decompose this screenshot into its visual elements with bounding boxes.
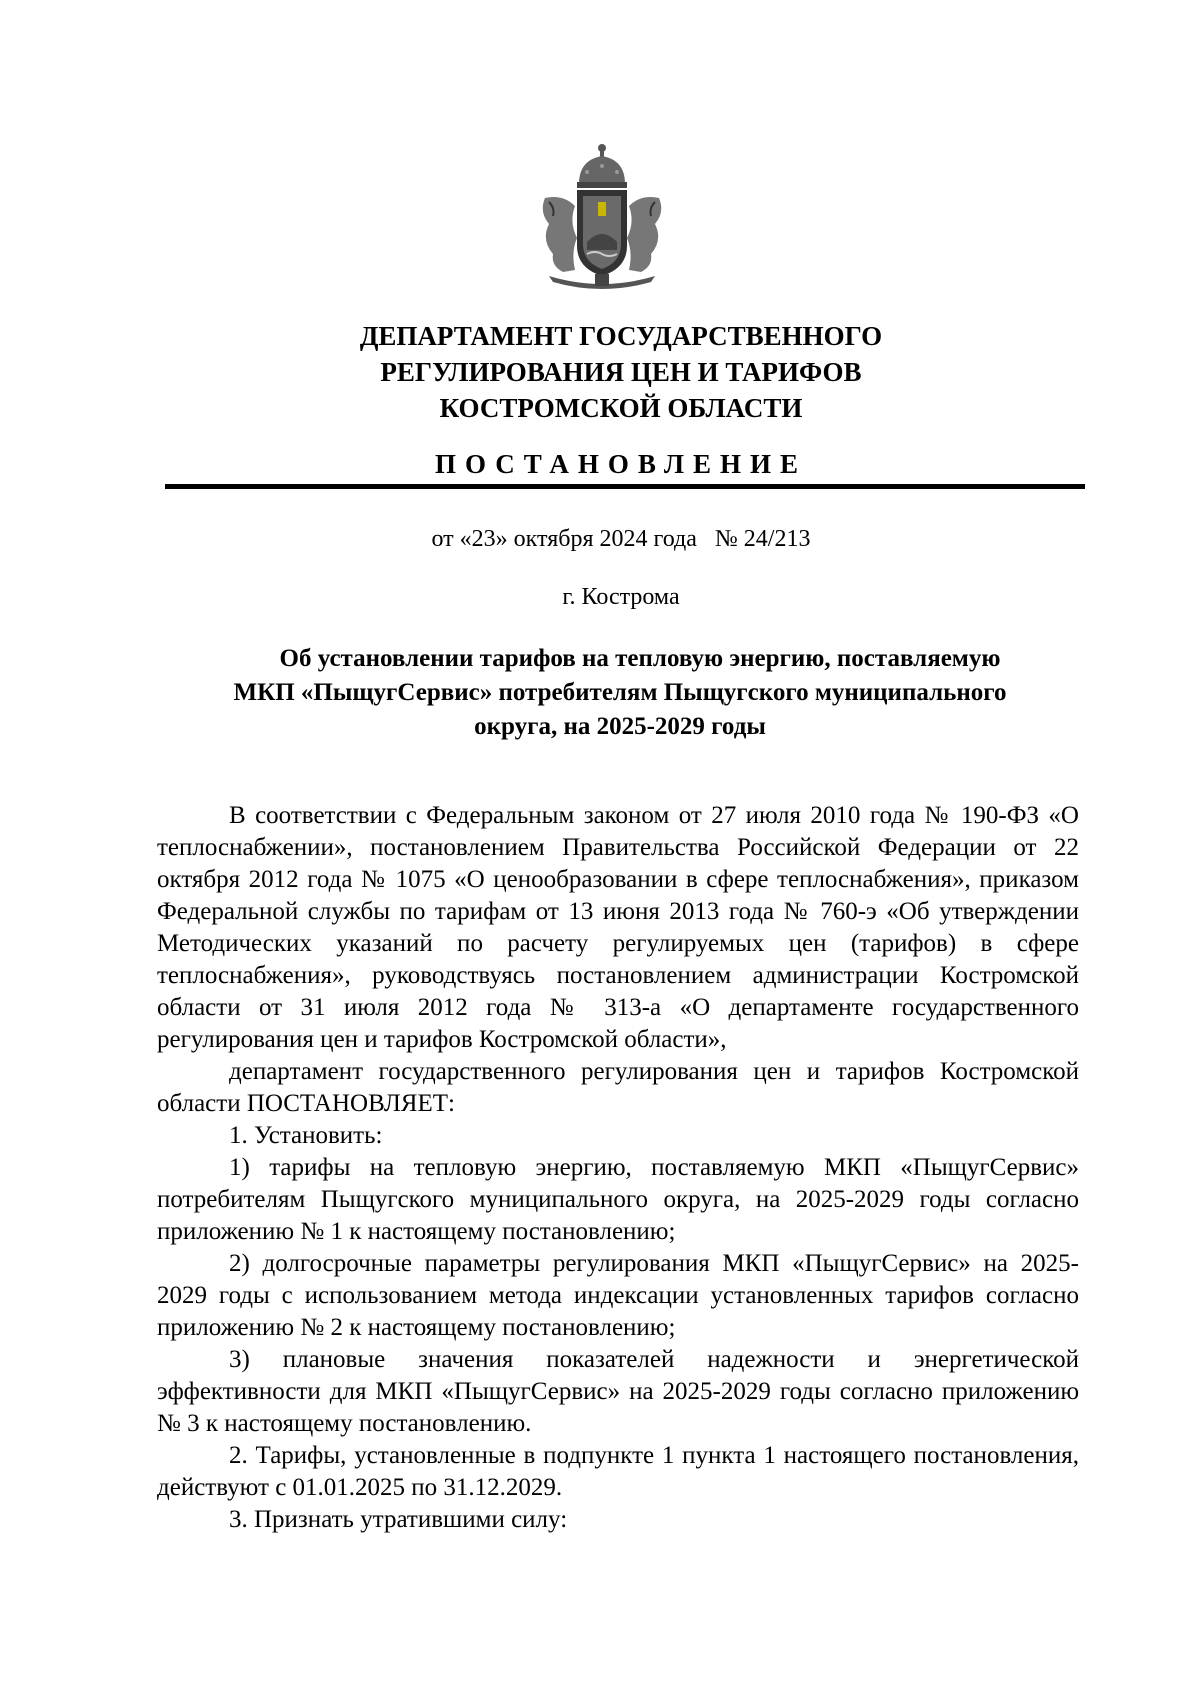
paragraph-resolves: департамент государственного регулирования цен и тарифов Костромской области ПОСТАНОВЛЯЕТ: — [157, 1058, 1079, 1117]
document-title — [180, 642, 1060, 744]
document-body — [157, 800, 1079, 1536]
document-number: № 24/213 — [714, 526, 811, 552]
title-line-2: МКП «ПыщугСервис» потребителям Пыщугского муниципального — [233, 679, 1007, 706]
title-line-3: округа, на 2025-2029 годы — [474, 713, 766, 740]
paragraph-item-1: 1. Установить: — [229, 1122, 383, 1149]
department-line-3: КОСТРОМСКОЙ ОБЛАСТИ — [439, 393, 803, 423]
document-type-heading: ПОСТАНОВЛЕНИЕ — [434, 449, 808, 479]
document-date: от «23» октября 2024 года — [431, 526, 697, 552]
department-line-2: РЕГУЛИРОВАНИЯ ЦЕН И ТАРИФОВ — [380, 357, 862, 387]
paragraph-subitem-3: 3) плановые значения показателей надежности и энергетической эффективности для МКП «ПыщугСервис» на 2025-2029 годы согласно приложению № 3 к настоящему постановлению. — [157, 1346, 1079, 1437]
department-name — [150, 318, 1092, 426]
title-line-1: Об установлении тарифов на тепловую энергию, поставляемую — [279, 645, 1001, 672]
header-divider — [165, 484, 1085, 489]
paragraph-subitem-1: 1) тарифы на тепловую энергию, поставляемую МКП «ПыщугСервис» потребителям Пыщугского муниципального округа, на 2025-2029 годы согласно приложению № 1 к настоящему постановлению; — [157, 1154, 1079, 1245]
paragraph-item-3: 3. Признать утратившими силу: — [229, 1506, 568, 1533]
paragraph-item-2: 2. Тарифы, установленные в подпункте 1 пункта 1 настоящего постановления, действуют с 01.01.2025 по 31.12.2029. — [157, 1442, 1079, 1501]
date-number-line — [150, 523, 1092, 555]
coat-of-arms-icon — [535, 142, 669, 290]
paragraph-subitem-2: 2) долгосрочные параметры регулирования МКП «ПыщугСервис» на 2025-2029 годы с использованием метода индексации установленных тарифов согласно приложению № 2 к настоящему постановлению; — [157, 1250, 1079, 1341]
paragraph-preamble: В соответствии с Федеральным законом от 27 июля 2010 года № 190-ФЗ «О теплоснабжении», постановлением Правительства Российской Федерации от 22 октября 2012 года № 1075 «О ценообразовании в сфере теплоснабжения», приказом Федеральной службы по тарифам от 13 июня 2013 года № 760-э «Об утверждении Методических указаний по расчету регулируемых цен (тарифов) в сфере теплоснабжения», руководствуясь постановлением администрации Костромской области от 31 июля 2012 года № 313-а «О департаменте государственного регулирования цен и тарифов Костромской области», — [157, 802, 1079, 1053]
department-line-1: ДЕПАРТАМЕНТ ГОСУДАРСТВЕННОГО — [359, 321, 883, 351]
document-city: г. Кострома — [562, 584, 680, 610]
